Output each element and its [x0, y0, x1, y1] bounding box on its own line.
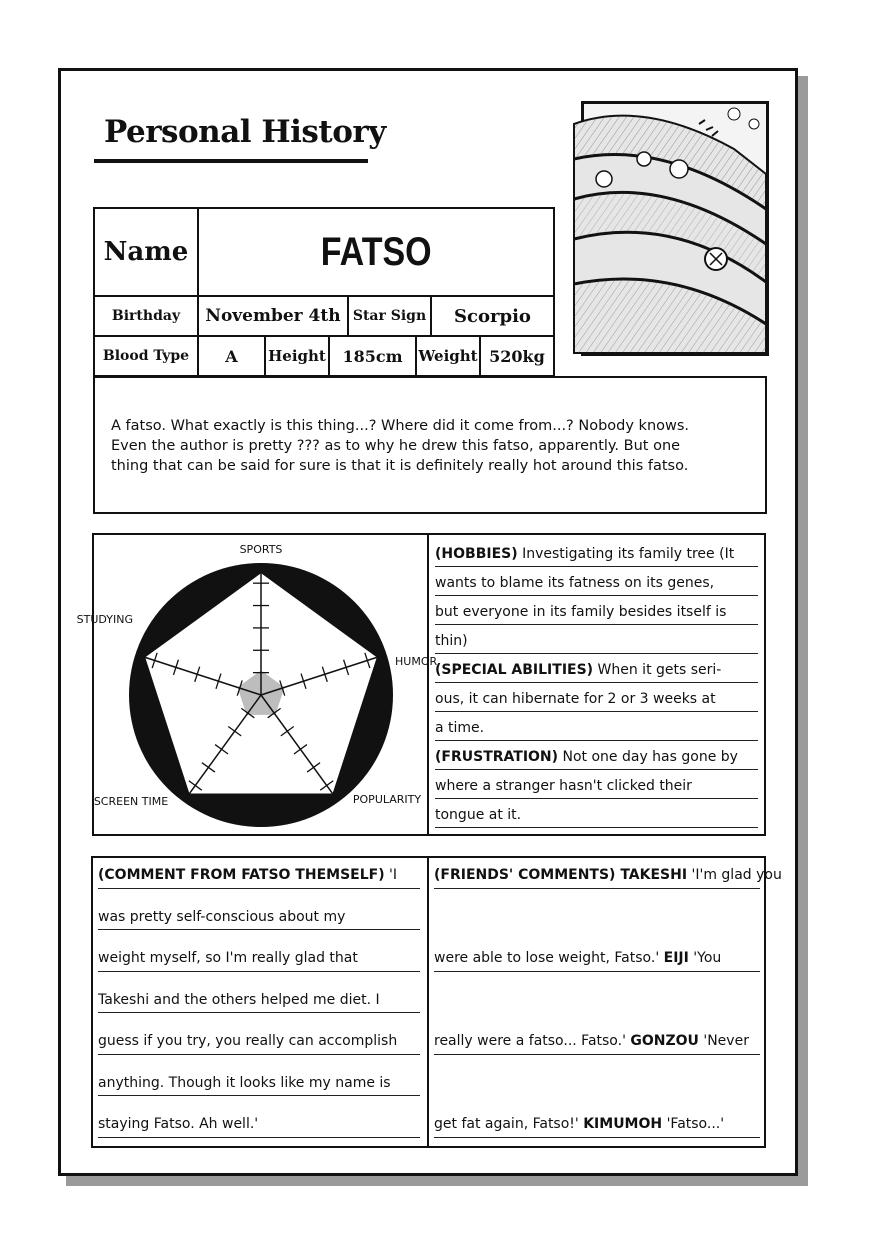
- radar-axis-label: POPULARITY: [352, 793, 422, 806]
- radar-axis-label: STUDYING: [76, 613, 133, 626]
- self-comment-line: anything. Though it looks like my name is: [98, 1055, 420, 1097]
- description-line: thing that can be said for sure is that it is definitely really hot around this fatso.: [111, 458, 689, 474]
- self-comment-line: Takeshi and the others helped me diet. I: [98, 972, 420, 1014]
- name-value: FATSO: [197, 207, 555, 297]
- self-comment-line: was pretty self-conscious about my: [98, 889, 420, 931]
- traits-line: ous, it can hibernate for 2 or 3 weeks at: [435, 683, 758, 712]
- traits-text: [435, 538, 758, 828]
- description-line: Even the author is pretty ??? as to why he drew this fatso, apparently. But one: [111, 438, 681, 454]
- comments-divider: [427, 856, 429, 1148]
- friends-comment-line: [434, 972, 760, 1014]
- friends-comment-line: were able to lose weight, Fatso.' EIJI 'You: [434, 930, 760, 972]
- page-title: Personal History: [104, 114, 386, 150]
- weight-label: Weight: [415, 335, 481, 377]
- friends-comment-line: [434, 889, 760, 931]
- self-comment-line: (COMMENT FROM FATSO THEMSELF) 'I: [98, 847, 420, 889]
- character-illustration: [581, 101, 769, 356]
- name-label: Name: [93, 207, 199, 297]
- self-comment-line: guess if you try, you really can accomplish: [98, 1013, 420, 1055]
- traits-line: (FRUSTRATION) Not one day has gone by: [435, 741, 758, 770]
- friends-comment-line: [434, 1055, 760, 1097]
- friends-comment-line: really were a fatso... Fatso.' GONZOU 'Never: [434, 1013, 760, 1055]
- blood-type-value: A: [197, 335, 266, 377]
- fatso-drawing: [584, 104, 766, 353]
- description-text: [111, 416, 761, 476]
- traits-line: thin): [435, 625, 758, 654]
- radar-chart: [76, 535, 438, 835]
- description-line: A fatso. What exactly is this thing...? Where did it come from...? Nobody knows.: [111, 418, 690, 434]
- radar-axis-label: HUMOR: [395, 655, 438, 668]
- traits-line: wants to blame its fatness on its genes,: [435, 567, 758, 596]
- friends-comments-text: [434, 847, 782, 1138]
- traits-line: a time.: [435, 712, 758, 741]
- weight-value: 520kg: [479, 335, 555, 377]
- height-label: Height: [264, 335, 330, 377]
- self-comment-line: staying Fatso. Ah well.': [98, 1096, 420, 1138]
- star-sign-label: Star Sign: [347, 295, 432, 337]
- radar-axis-label: SCREEN TIME: [93, 795, 169, 808]
- traits-line: (SPECIAL ABILITIES) When it gets seri-: [435, 654, 758, 683]
- birthday-value: November 4th: [197, 295, 349, 337]
- birthday-label: Birthday: [93, 295, 199, 337]
- self-comment-text: [98, 847, 420, 1138]
- star-sign-value: Scorpio: [430, 295, 555, 337]
- traits-line: where a stranger hasn't clicked their: [435, 770, 758, 799]
- height-value: 185cm: [328, 335, 417, 377]
- traits-line: tongue at it.: [435, 799, 758, 828]
- friends-comment-line: (FRIENDS' COMMENTS) TAKESHI 'I'm glad you: [434, 847, 760, 889]
- traits-line: (HOBBIES) Investigating its family tree (It: [435, 538, 758, 567]
- traits-line: but everyone in its family besides itself is: [435, 596, 758, 625]
- blood-type-label: Blood Type: [93, 335, 199, 377]
- title-underline: [94, 159, 368, 163]
- self-comment-line: weight myself, so I'm really glad that: [98, 930, 420, 972]
- friends-comment-line: get fat again, Fatso!' KIMUMOH 'Fatso...': [434, 1096, 760, 1138]
- radar-axis-label: SPORTS: [239, 543, 283, 556]
